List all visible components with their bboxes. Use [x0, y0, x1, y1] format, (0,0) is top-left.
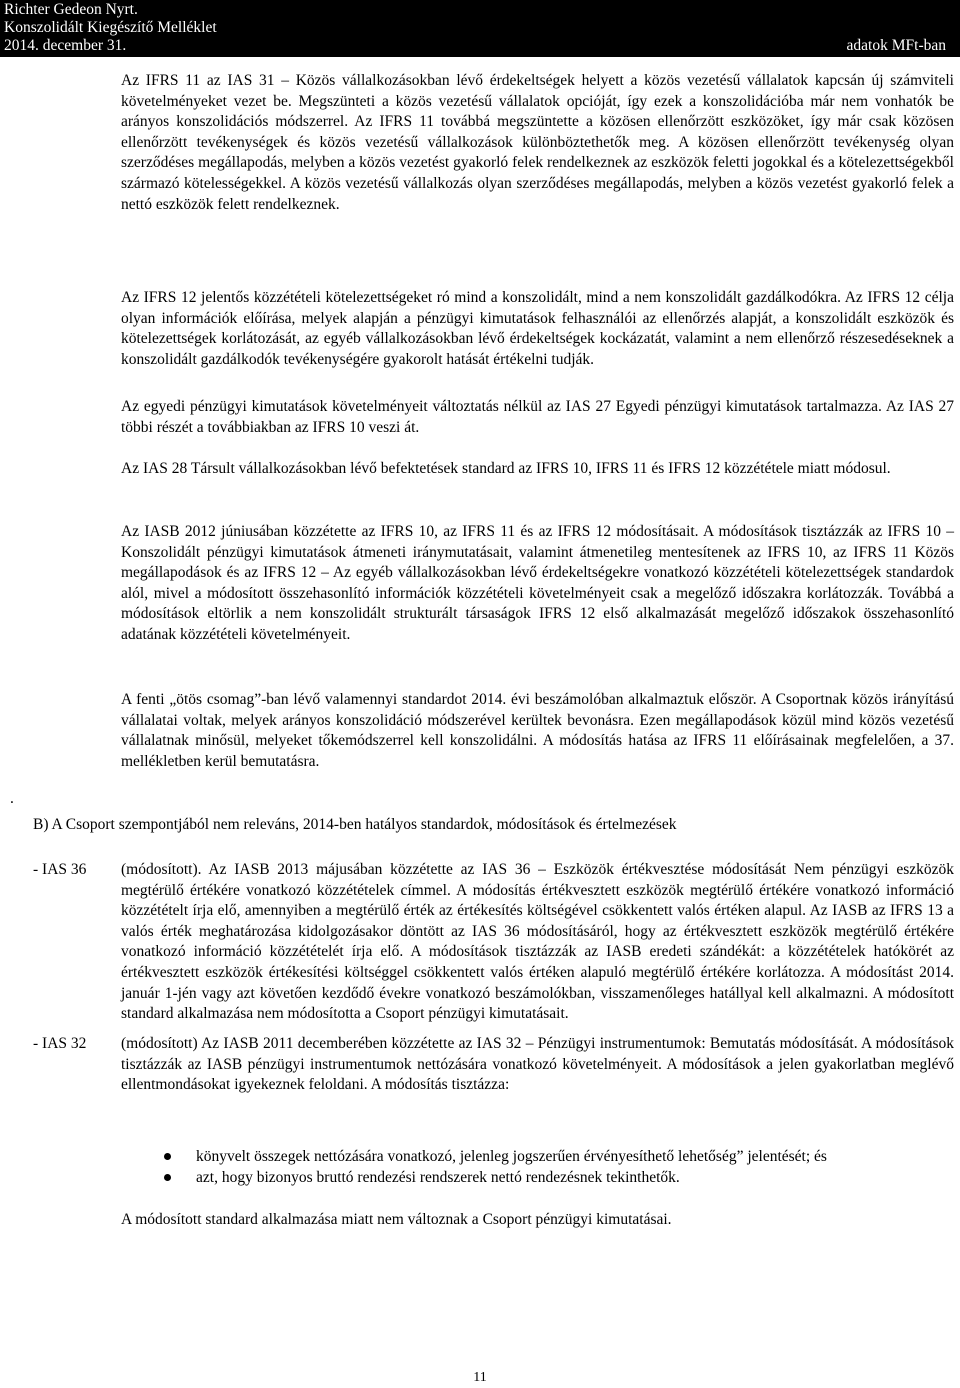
paragraph-ias27: Az egyedi pénzügyi kimutatások követelményeit változtatás nélkül az IAS 27 Egyedi pénzügyi kimutatások tartalmazza. Az IAS 27 többi részét a továbbiakban az IFRS 10 veszi át.: [121, 398, 954, 436]
company-name: Richter Gedeon Nyrt.: [4, 1, 138, 18]
paragraph-ifrs11: Az IFRS 11 az IAS 31 – Közös vállalkozásokban lévő érdekeltségek helyett a közös vezetésű vállalatok kapcsán új számviteli követelményeket vezet be. Megszünteti a közös vezetésű vállalatok opcióját, így ezek a konszolidációba már nem vonhatók be arányos konszolidációs módszerrel. Az IFRS 11 továbbá megszüntette a közösen ellenőrzött eszközöket, így már csak közösen ellenőrzött tevékenységek és közös vezetésű vállalkozások különböztethetők meg. A közösen ellenőrzött tevékenység olyan szerződéses megállapodás, melyben a közös vezetést gyakorló felek rendelkeznek az eszközök feletti jogokkal és a kötelezettségekből származó kötelességekkel. A közös vezetésű vállalkozás olyan szerződéses megállapodás, melyben a közös vezetést gyakorló felek a nettó eszközök felett rendelkeznek.: [121, 72, 954, 213]
stray-dot: .: [10, 790, 14, 807]
ias32-label: - IAS 32: [33, 1035, 87, 1052]
ias36-label: - IAS 36: [33, 861, 87, 878]
page-header: [0, 0, 960, 57]
ias32-closing: A módosított standard alkalmazása miatt nem változnak a Csoport pénzügyi kimutatásai.: [121, 1211, 672, 1228]
page-number: 11: [473, 1370, 487, 1385]
ias36-text: (módosított). Az IASB 2013 májusában közzétette az IAS 36 – Eszközök értékvesztése módosítását Nem pénzügyi eszközök megtérülő értékére vonatkozó közzétételek címmel. A módosítás értékvesztett eszközök megtérülő értékére vonatkozó információ közzétételt írja elő, amennyiben a megtérülő érték az értékesítés költségével csökkentett valós értéken alapul. Az IASB az IFRS 13 a valós érték meghatározása kidolgozásakor döntött az IAS 36 módosításáról, hogy az értékvesztett eszközök megtérülő értékére vonatkozó információ közzétételét írja elő. A módosítások tisztázzák az IASB eredeti szándékát: a közzétételek hatókörét az értékvesztett eszközök értékesítési költséggel csökkentett valós értéken alapuló megtérülő értékére korlátozza. A módosítást 2014. január 1-jén vagy azt követően kezdődő évekre vonatkozó beszámolókban, visszamenőleges hatállyal kell alkalmazni. A módosított standard alkalmazása nem módosította a Csoport pénzügyi kimutatásait.: [121, 861, 954, 1023]
paragraph-ifrs12: Az IFRS 12 jelentős közzétételi kötelezettségeket ró mind a konszolidált, mind a nem konszolidált gazdálkodókra. Az IFRS 12 célja olyan információk előírása, melyek alapján a pénzügyi kimutatások felhasználói az ellenőrzés alapját, a konszolidált eszközök és kötelezettségek korlátozását, az egyéb vállalkozásokban lévő érdekeltségek kockázatát, valamint a nem ellenőrző részesedéseknek a konszolidált gazdálkodók tevékenységére gyakorolt hatását értékelni tudják.: [121, 289, 954, 368]
section-b-heading: B) A Csoport szempontjából nem releváns, 2014-ben hatályos standardok, módosítások és értelmezések: [33, 816, 677, 833]
list-item-text: azt, hogy bizonyos bruttó rendezési rendszerek nettó rendezésnek tekinthetők.: [196, 1169, 680, 1186]
document-title: Konszolidált Kiegészítő Melléklet: [4, 19, 217, 36]
paragraph-ias28: Az IAS 28 Társult vállalkozásokban lévő befektetések standard az IFRS 10, IFRS 11 és IFRS 12 közzététele miatt módosul.: [121, 460, 891, 477]
unit-label: adatok MFt-ban: [846, 37, 946, 54]
ias32-bullet-list: [160, 1146, 950, 1188]
report-date: 2014. december 31.: [4, 37, 127, 54]
bullet-icon: [164, 1153, 171, 1160]
ias32-text: (módosított) Az IASB 2011 decemberében közzétette az IAS 32 – Pénzügyi instrumentumok: Bemutatás módosítását. A módosítások tisztázzák az IASB pénzügyi instrumentumok nettózására vonatkozó követelményeit. A módosítások a jelen gyakorlatban meglévő ellentmondásokat igyekeznek feloldani. A módosítás tisztázza:: [121, 1035, 954, 1094]
paragraph-iasb-2012: Az IASB 2012 júniusában közzétette az IFRS 10, az IFRS 11 és az IFRS 12 módosításait. A módosítások tisztázzák az IFRS 10 – Konszolidált pénzügyi kimutatások átmeneti iránymutatásait, valamint átmenetileg mentesítenek az IFRS 10, az IFRS 11 Közös megállapodások és az IFRS 12 – Az egyéb vállalkozásokban lévő érdekeltségekre vonatkozó közzétételi kötelezettségek standardok alól, mivel a módosított összehasonlító információk közzétételi követelményeit csak a megelőző időszakra korlátozzák. Továbbá a módosítások eltörlik a nem konszolidált strukturált társaságok IFRS 12 első alkalmazását megelőző időszakok összehasonlító adatának közzétételi követelményeit.: [121, 523, 954, 643]
bullet-icon: [164, 1174, 171, 1181]
list-item-text: könyvelt összegek nettózására vonatkozó, jelenleg jogszerűen érvényesíthető lehetőség” jelentését; és: [196, 1148, 827, 1165]
paragraph-package: A fenti „ötös csomag”-ban lévő valamennyi standardot 2014. évi beszámolóban alkalmaztuk először. A Csoportnak közös irányítású vállalatai voltak, melyek arányos konszolidáció módszerével kerültek bevonásra. Ezen megállapodások közül mind közös vezetésű vállalatnak minősül, melyeket tőkemódszerrel kell konszolidálni. A módosítás hatása az IFRS 11 előírásainak megfelelően, a 37. mellékletben kerül bemutatásra.: [121, 691, 954, 770]
list-item: [160, 1167, 950, 1188]
list-item: [160, 1146, 950, 1167]
